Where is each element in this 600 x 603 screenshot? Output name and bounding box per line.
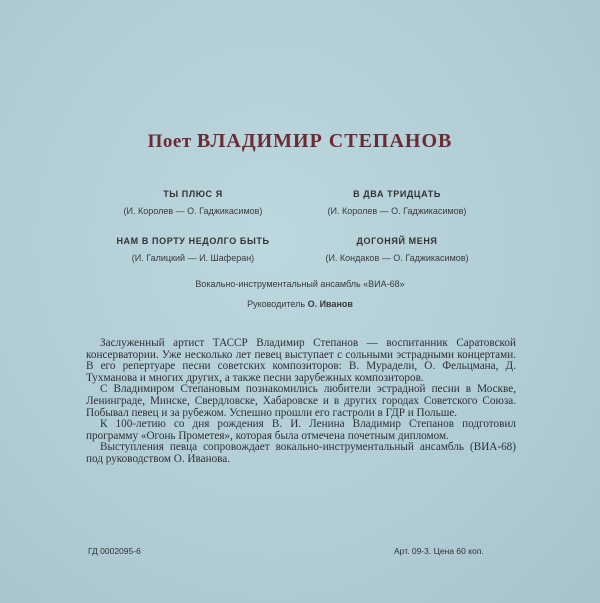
leader-name: О. Иванов [307,299,353,309]
song-credit-4: (И. Кондаков — О. Гаджикасимов) [325,253,469,263]
song-credit-3: (И. Галицкий — И. Шаферан) [131,253,255,263]
title-prefix: Поет [147,131,192,152]
song-title-2: В ДВА ТРИДЦАТЬ [353,189,441,199]
paragraph: К 100-летию со дня рождения В. И. Ленина Владимир Степанов подготовил программу «Огонь Прометея», которая была отмечена почетным дипломом. [86,418,516,442]
song-title-4: ДОГОНЯЙ МЕНЯ [356,236,438,246]
paragraph: Выступления певца сопровождает вокально-инструментальный ансамбль (ВИА-68) под руководством О. Иванова. [86,441,516,465]
leader-line [0,299,600,309]
paragraph: С Владимиром Степановым познакомились любители эстрадной песни в Москве, Ленинграде, Минске, Свердловске, Хабаровске и в других городах Советского Союза. Побывал певец и за рубежом. Успешно прошли его гастроли в ГДР и Польше. [86,383,516,419]
catalog-number: ГД 0002095-6 [88,546,141,556]
song-title-3: НАМ В ПОРТУ НЕДОЛГО БЫТЬ [116,236,270,246]
song-credit-1: (И. Королев — О. Гаджикасимов) [123,206,263,216]
artist-name: ВЛАДИМИР СТЕПАНОВ [196,130,453,152]
page-title [0,130,600,153]
price-line: Арт. 09-3. Цена 60 коп. [394,546,484,556]
paragraph: Заслуженный артист ТАССР Владимир Степанов — воспитанник Саратовской консерватории. Уже несколько лет певец выступает с сольными эстрадными концертами. В его репертуаре песни советских композиторов: В. Мурадели, О. Фельцмана, Д. Тухманова и многих других, а также песни зарубежных композиторов. [86,337,516,384]
song-title-1: ТЫ ПЛЮС Я [163,189,223,199]
song-credit-2: (И. Королев — О. Гаджикасимов) [327,206,467,216]
biography-text [86,338,516,466]
leader-label: Руководитель [247,299,306,309]
ensemble-line: Вокально-инструментальный ансамбль «ВИА-68» [195,279,405,289]
